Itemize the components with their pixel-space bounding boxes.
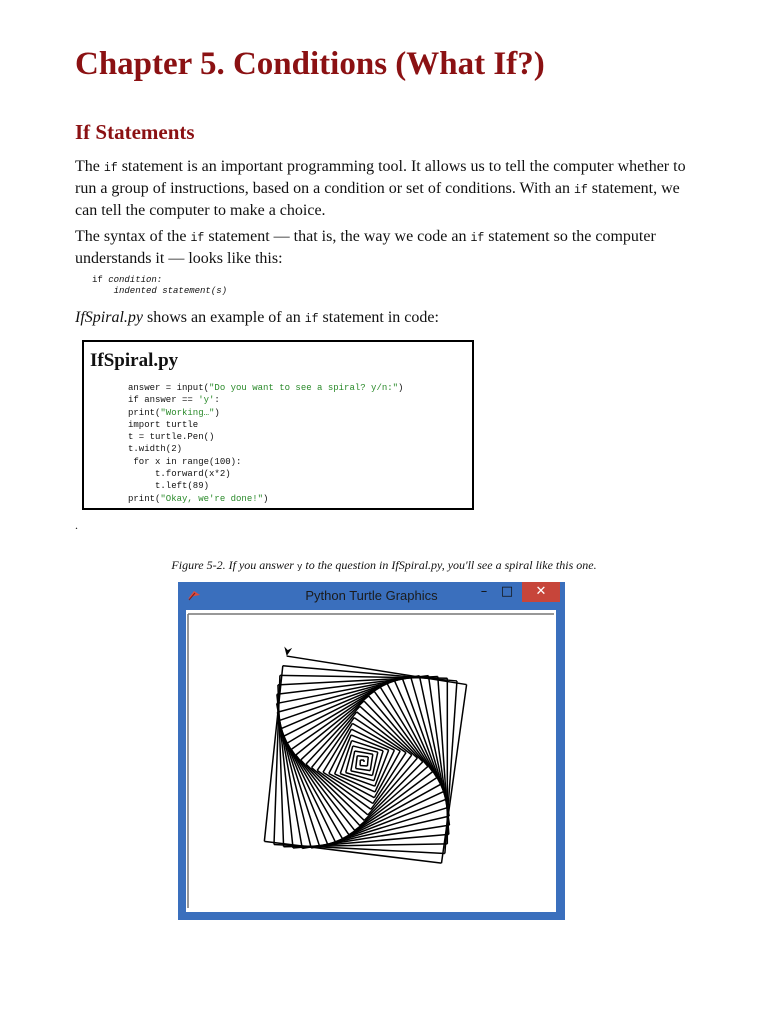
inline-code: if	[304, 313, 319, 326]
spiral-segment	[356, 756, 358, 769]
code-line	[128, 456, 403, 468]
spiral-segment	[360, 766, 367, 767]
code-text: print(	[128, 407, 161, 418]
turtle-graphics-window	[178, 582, 565, 920]
code-listing	[128, 382, 403, 505]
window-titlebar[interactable]	[178, 582, 565, 609]
code-line	[128, 431, 403, 443]
syntax-body: indented statement(s)	[113, 286, 228, 296]
code-line	[128, 419, 403, 431]
syntax-keyword: if	[92, 275, 109, 285]
code-string: "Do you want to see a spiral? y/n:"	[209, 383, 399, 393]
text-span: statement is an important programming tool. It allows us to tell the computer whether to run a group of instructions, based on a condition or set of conditions. With an	[75, 158, 686, 197]
spiral-segment	[355, 751, 373, 754]
inline-code: if	[103, 162, 118, 175]
section-heading: If Statements	[75, 120, 195, 144]
spiral-drawing	[186, 610, 556, 912]
paragraph-if-intro	[75, 157, 690, 221]
text-span: statement — that is, the way we code an	[204, 228, 471, 245]
code-text: t.left(89)	[128, 481, 210, 492]
chapter-title: Chapter 5. Conditions (What If?)	[75, 46, 545, 82]
close-button[interactable]: ✕	[522, 582, 560, 602]
maximize-button[interactable]: □	[500, 584, 514, 599]
code-string: "Okay, we're done!"	[160, 493, 264, 504]
code-line	[128, 382, 403, 394]
code-string: "Working…"	[160, 407, 215, 418]
inline-code: if	[470, 232, 485, 245]
code-text: answer = input(	[128, 383, 210, 393]
code-text: )	[263, 493, 269, 504]
code-line	[128, 394, 403, 406]
text-span: statement so the computer understands it — looks like this:	[75, 228, 656, 267]
code-text: if answer ==	[128, 395, 199, 406]
file-name: IfSpiral.py	[75, 309, 143, 326]
code-string: 'y'	[198, 395, 215, 406]
spiral-segment	[317, 770, 371, 809]
code-text: t.width(2)	[128, 444, 183, 455]
inline-code: if	[190, 232, 205, 245]
code-text: t = turtle.Pen()	[128, 432, 215, 443]
code-line	[128, 493, 403, 505]
syntax-example	[92, 275, 227, 297]
turtle-canvas	[186, 610, 556, 912]
code-line	[128, 443, 403, 455]
text-span: to the question in IfSpiral.py, you'll see a spiral like this one.	[302, 558, 597, 572]
code-line	[128, 468, 403, 480]
code-text: t.forward(x*2)	[128, 469, 231, 480]
text-span: shows an example of an	[143, 309, 305, 326]
text-span: statement in code:	[318, 309, 439, 326]
code-line	[128, 407, 403, 419]
code-text: print(	[128, 493, 161, 504]
figure-caption	[0, 558, 768, 573]
inline-code: y	[296, 562, 303, 572]
code-text: )	[214, 407, 220, 418]
text-span: The syntax of the	[75, 228, 191, 245]
code-text: for x in range(100):	[128, 456, 242, 467]
inline-code: if	[573, 184, 588, 197]
text-span: The	[75, 158, 104, 175]
text-span: statement, we can tell the computer to make a choice.	[75, 180, 680, 219]
code-text: import turtle	[128, 419, 199, 430]
turtle-cursor-icon	[283, 647, 292, 657]
spiral-segment	[370, 754, 373, 770]
code-text: )	[398, 383, 404, 393]
spiral-segment	[357, 756, 368, 757]
spiral-segment	[367, 757, 368, 766]
code-intro-line	[75, 309, 439, 327]
code-text: :	[214, 395, 220, 406]
stray-mark: .	[75, 518, 78, 532]
minimize-button[interactable]: –	[480, 584, 488, 599]
window-title: Python Turtle Graphics	[305, 588, 438, 603]
code-listing-title: IfSpiral.py	[90, 350, 179, 371]
paragraph-syntax-intro	[75, 227, 690, 269]
spiral-lines	[264, 656, 466, 863]
spiral-segment	[355, 772, 433, 831]
code-line	[128, 480, 403, 492]
text-span: Figure 5-2. If you answer	[171, 558, 297, 572]
code-listing-box	[82, 340, 474, 510]
syntax-condition: condition:	[108, 275, 163, 285]
spiral-segment	[356, 769, 371, 771]
